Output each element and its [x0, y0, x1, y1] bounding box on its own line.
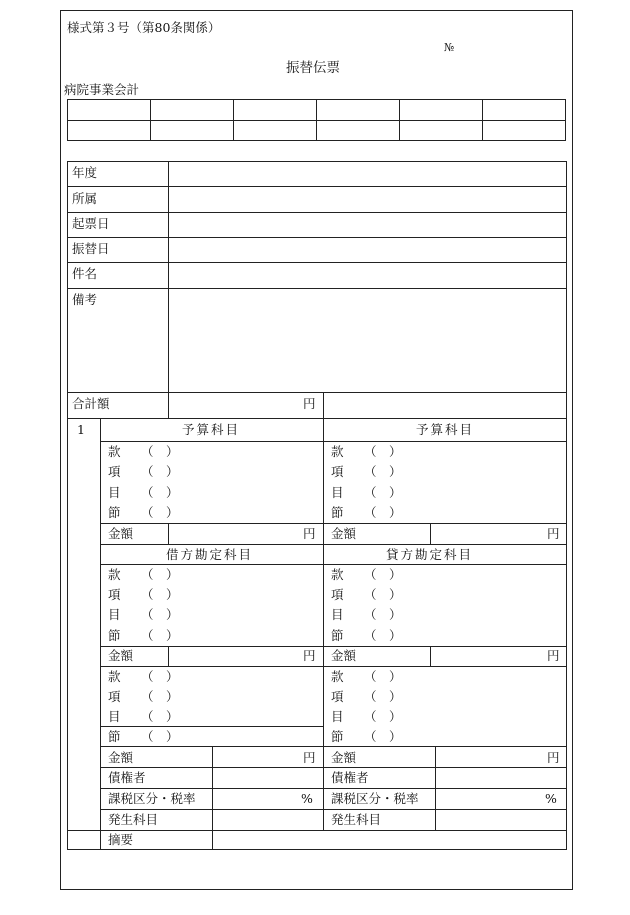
debit2-amount-label: 金額 — [108, 750, 134, 765]
budget-left-kan-paren: （ ） — [141, 444, 179, 459]
form-number: 様式第３号（第80条関係） — [67, 20, 221, 35]
budget-right-yen: 円 — [547, 526, 560, 541]
budget-right-kou-paren: （ ） — [364, 464, 402, 479]
credit2-moku-paren: （ ） — [364, 709, 402, 724]
subject-label: 件名 — [72, 266, 98, 281]
department-label: 所属 — [72, 191, 98, 206]
debit1-amount-label: 金額 — [108, 648, 134, 663]
budget-left-kou-paren: （ ） — [141, 464, 179, 479]
budget-left-yen: 円 — [303, 526, 316, 541]
credit1-kou-paren: （ ） — [364, 587, 402, 602]
credit-tax-percent: % — [545, 791, 557, 806]
credit1-kan-paren: （ ） — [364, 567, 402, 582]
budget-heading-left: 予算科目 — [182, 422, 241, 437]
credit-tax-class-label: 課税区分・税率 — [331, 791, 419, 806]
credit-heading: 貸方勘定科目 — [386, 547, 474, 562]
budget-left-moku-paren: （ ） — [141, 485, 179, 500]
debit-tax-class-label: 課税区分・税率 — [108, 791, 196, 806]
budget-heading-right: 予算科目 — [416, 422, 475, 437]
credit2-kan-paren: （ ） — [364, 669, 402, 684]
page-title: 振替伝票 — [286, 60, 340, 76]
credit-origin-account-label: 発生科目 — [331, 812, 382, 827]
debit2-kan-paren: （ ） — [141, 669, 179, 684]
debit2-kan: 款 — [108, 669, 121, 684]
credit-creditor-label: 債権者 — [331, 770, 369, 785]
debit2-moku-paren: （ ） — [141, 709, 179, 724]
total-yen-unit: 円 — [303, 396, 316, 411]
credit2-amount-label: 金額 — [331, 750, 357, 765]
debit2-setsu: 節 — [108, 729, 121, 744]
credit2-kan: 款 — [331, 669, 344, 684]
remarks-label: 備考 — [72, 292, 98, 307]
credit2-setsu: 節 — [331, 729, 344, 744]
credit1-kan: 款 — [331, 567, 344, 582]
budget-right-setsu-paren: （ ） — [364, 505, 402, 520]
budget-right-amount-label: 金額 — [331, 526, 357, 541]
debit1-kou-paren: （ ） — [141, 587, 179, 602]
budget-right-moku: 目 — [331, 485, 344, 500]
credit2-moku: 目 — [331, 709, 344, 724]
budget-right-moku-paren: （ ） — [364, 485, 402, 500]
budget-left-kou: 項 — [108, 464, 121, 479]
debit-tax-percent: % — [301, 791, 313, 806]
budget-right-setsu: 節 — [331, 505, 344, 520]
budget-left-kan: 款 — [108, 444, 121, 459]
credit2-setsu-paren: （ ） — [364, 729, 402, 744]
debit1-setsu-paren: （ ） — [141, 628, 179, 643]
transfer-date-label: 振替日 — [72, 241, 110, 256]
debit2-setsu-paren: （ ） — [141, 729, 179, 744]
no-label: № — [444, 41, 455, 54]
debit2-kou: 項 — [108, 689, 121, 704]
issue-date-label: 起票日 — [72, 216, 110, 231]
budget-right-kou: 項 — [331, 464, 344, 479]
credit1-kou: 項 — [331, 587, 344, 602]
debit-origin-account-label: 発生科目 — [108, 812, 159, 827]
debit1-moku: 目 — [108, 607, 121, 622]
budget-left-setsu: 節 — [108, 505, 121, 520]
credit1-yen: 円 — [547, 648, 560, 663]
debit-creditor-label: 債権者 — [108, 770, 146, 785]
debit1-kan: 款 — [108, 567, 121, 582]
debit1-kan-paren: （ ） — [141, 567, 179, 582]
budget-left-amount-label: 金額 — [108, 526, 134, 541]
debit1-yen: 円 — [303, 648, 316, 663]
credit1-setsu: 節 — [331, 628, 344, 643]
debit2-moku: 目 — [108, 709, 121, 724]
credit1-moku-paren: （ ） — [364, 607, 402, 622]
credit1-setsu-paren: （ ） — [364, 628, 402, 643]
budget-left-setsu-paren: （ ） — [141, 505, 179, 520]
debit1-moku-paren: （ ） — [141, 607, 179, 622]
budget-right-kan-paren: （ ） — [364, 444, 402, 459]
credit2-yen: 円 — [547, 750, 560, 765]
credit1-moku: 目 — [331, 607, 344, 622]
debit2-kou-paren: （ ） — [141, 689, 179, 704]
debit1-setsu: 節 — [108, 628, 121, 643]
credit2-kou-paren: （ ） — [364, 689, 402, 704]
debit-heading: 借方勘定科目 — [166, 547, 254, 562]
credit2-kou: 項 — [331, 689, 344, 704]
accounting-unit: 病院事業会計 — [64, 82, 140, 97]
entry-index: 1 — [77, 422, 85, 437]
debit1-kou: 項 — [108, 587, 121, 602]
budget-right-kan: 款 — [331, 444, 344, 459]
budget-left-moku: 目 — [108, 485, 121, 500]
summary-label: 摘要 — [108, 832, 134, 847]
debit2-yen: 円 — [303, 750, 316, 765]
credit1-amount-label: 金額 — [331, 648, 357, 663]
fiscal-year-label: 年度 — [72, 165, 98, 180]
total-label: 合計額 — [72, 396, 110, 411]
